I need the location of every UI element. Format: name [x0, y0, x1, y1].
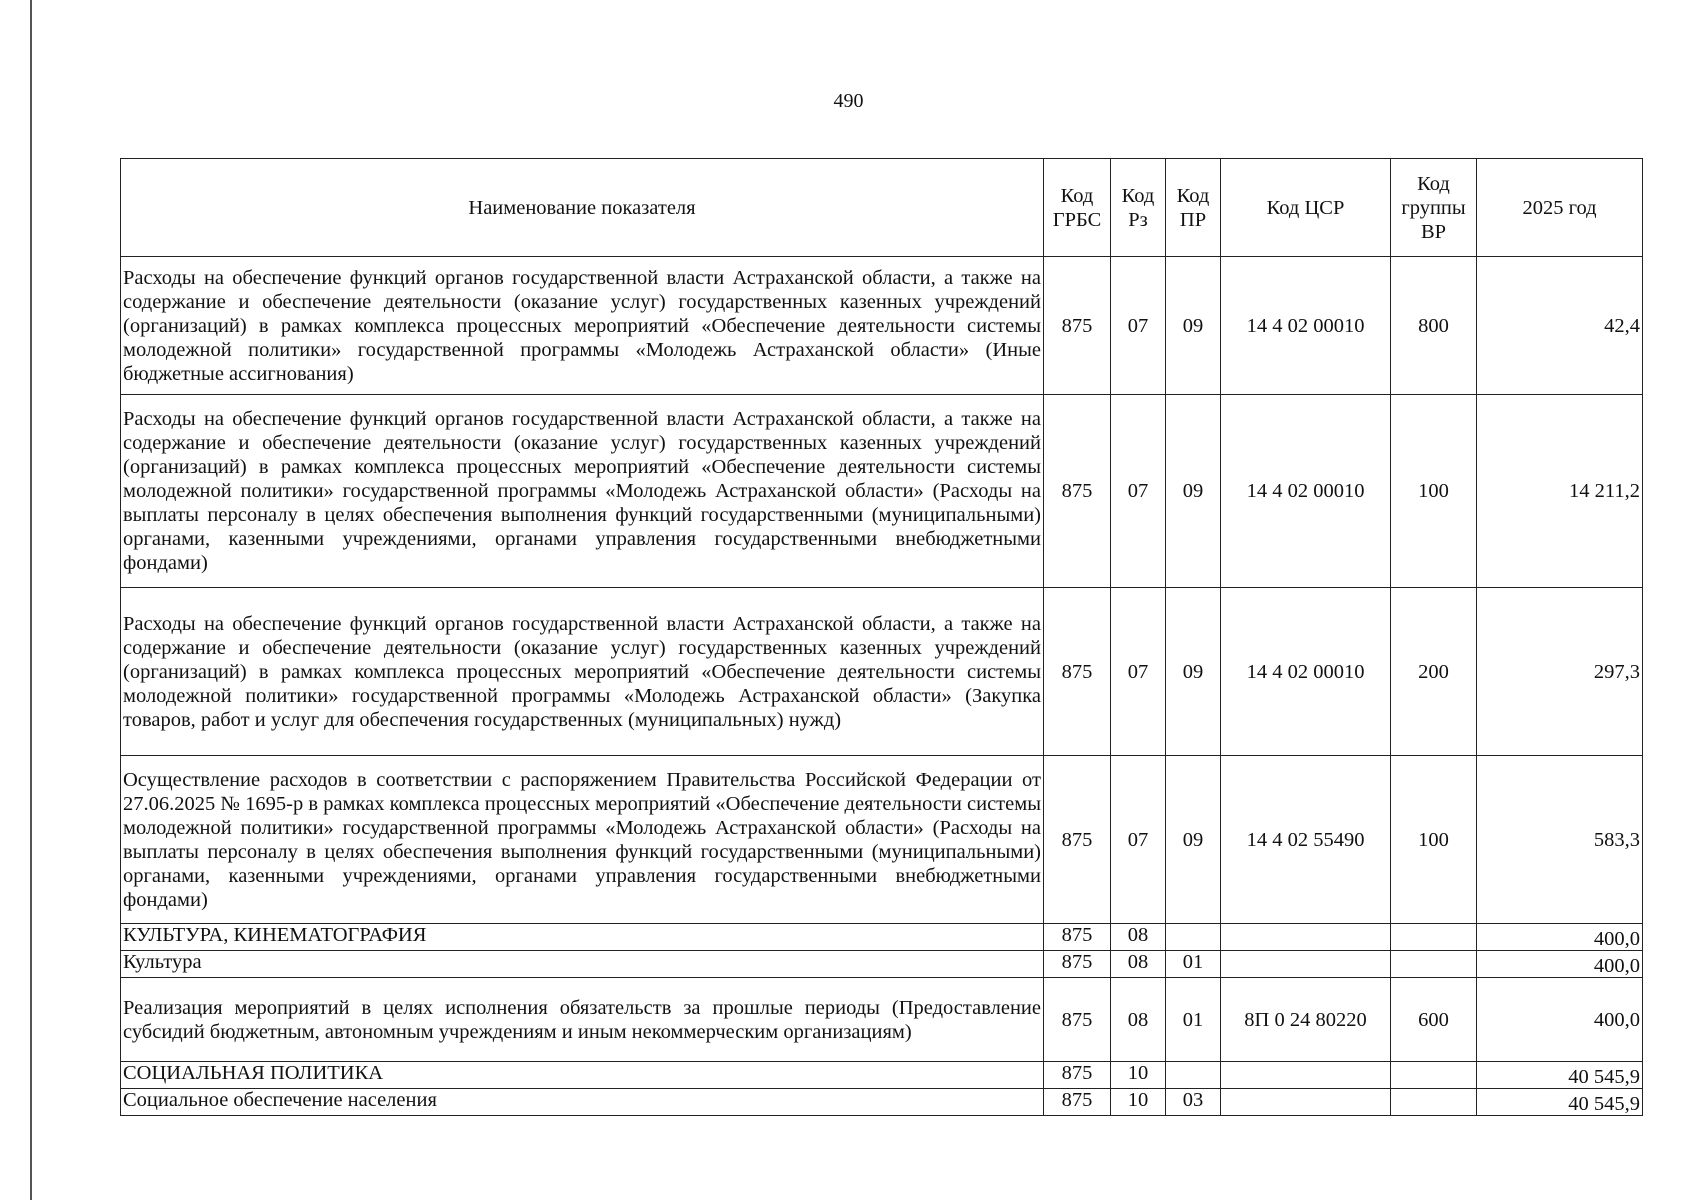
row-rz: 10: [1111, 1062, 1166, 1089]
row-vr: [1391, 1062, 1477, 1089]
row-amount: 40 545,9: [1477, 1062, 1643, 1089]
row-vr: 100: [1391, 756, 1477, 924]
row-pr: 09: [1166, 756, 1221, 924]
row-name: Расходы на обеспечение функций органов государственной власти Астраханской области, а также на содержание и обеспечение деятельности (оказание услуг) государственных казенных учреждений (организаций) в рамках комплекса процессных мероприятий «Обеспечение деятельности системы молодежной политики» государственной программы «Молодежь Астраханской области» (Закупка товаров, работ и услуг для обеспечения государственных (муниципальных) нужд): [121, 588, 1044, 756]
row-csr: 14 4 02 00010: [1221, 257, 1391, 395]
row-rz: 10: [1111, 1089, 1166, 1116]
row-pr: 09: [1166, 588, 1221, 756]
header-pr: Код ПР: [1166, 159, 1221, 257]
row-csr: 8П 0 24 80220: [1221, 978, 1391, 1062]
row-vr: [1391, 951, 1477, 978]
header-csr: Код ЦСР: [1221, 159, 1391, 257]
row-name: Осуществление расходов в соответствии с распоряжением Правительства Российской Федерации от 27.06.2025 № 1695-р в рамках комплекса процессных мероприятий «Обеспечение деятельности системы молодежной политики» государственной программы «Молодежь Астраханской области» (Расходы на выплаты персоналу в целях обеспечения выполнения функций государственными (муниципальными) органами, казенными учреждениями, органами управления государственными внебюджетными фондами): [121, 756, 1044, 924]
budget-table: [120, 158, 1643, 1116]
row-grbs: 875: [1044, 756, 1111, 924]
row-csr: [1221, 1089, 1391, 1116]
row-vr: 800: [1391, 257, 1477, 395]
row-grbs: 875: [1044, 1089, 1111, 1116]
row-name: Социальное обеспечение населения: [121, 1089, 1044, 1116]
row-amount: 42,4: [1477, 257, 1643, 395]
row-grbs: 875: [1044, 395, 1111, 588]
row-rz: 07: [1111, 395, 1166, 588]
row-name: Реализация мероприятий в целях исполнения обязательств за прошлые периоды (Предоставление субсидий бюджетным, автономным учреждениям и иным некоммерческим организациям): [121, 978, 1044, 1062]
row-amount: 400,0: [1477, 951, 1643, 978]
row-amount: 297,3: [1477, 588, 1643, 756]
row-name: СОЦИАЛЬНАЯ ПОЛИТИКА: [121, 1062, 1044, 1089]
row-vr: [1391, 1089, 1477, 1116]
row-amount: 14 211,2: [1477, 395, 1643, 588]
row-pr: [1166, 1062, 1221, 1089]
header-amount: 2025 год: [1477, 159, 1643, 257]
table-row: [121, 978, 1643, 1062]
header-rz: Код Рз: [1111, 159, 1166, 257]
row-rz: 08: [1111, 978, 1166, 1062]
page-number: 490: [833, 90, 864, 112]
row-grbs: 875: [1044, 1062, 1111, 1089]
table-row: [121, 257, 1643, 395]
header-vr: Код группы ВР: [1391, 159, 1477, 257]
binding-edge-line: [30, 0, 32, 1200]
table-row: [121, 1089, 1643, 1116]
row-rz: 07: [1111, 756, 1166, 924]
row-vr: 200: [1391, 588, 1477, 756]
row-pr: 01: [1166, 978, 1221, 1062]
row-name: Культура: [121, 951, 1044, 978]
table-row: [121, 395, 1643, 588]
row-grbs: 875: [1044, 924, 1111, 951]
row-csr: [1221, 1062, 1391, 1089]
table-row: [121, 924, 1643, 951]
row-pr: 09: [1166, 257, 1221, 395]
row-grbs: 875: [1044, 951, 1111, 978]
row-pr: [1166, 924, 1221, 951]
row-csr: [1221, 924, 1391, 951]
row-rz: 08: [1111, 924, 1166, 951]
header-name: Наименование показателя: [121, 159, 1044, 257]
row-amount: 583,3: [1477, 756, 1643, 924]
row-csr: [1221, 951, 1391, 978]
row-name: Расходы на обеспечение функций органов государственной власти Астраханской области, а также на содержание и обеспечение деятельности (оказание услуг) государственных казенных учреждений (организаций) в рамках комплекса процессных мероприятий «Обеспечение деятельности системы молодежной политики» государственной программы «Молодежь Астраханской области» (Иные бюджетные ассигнования): [121, 257, 1044, 395]
row-csr: 14 4 02 00010: [1221, 395, 1391, 588]
row-grbs: 875: [1044, 978, 1111, 1062]
row-csr: 14 4 02 55490: [1221, 756, 1391, 924]
table-header-row: [121, 159, 1643, 257]
row-vr: 600: [1391, 978, 1477, 1062]
row-pr: 01: [1166, 951, 1221, 978]
row-rz: 07: [1111, 588, 1166, 756]
table-row: [121, 588, 1643, 756]
row-rz: 07: [1111, 257, 1166, 395]
row-amount: 40 545,9: [1477, 1089, 1643, 1116]
row-pr: 09: [1166, 395, 1221, 588]
header-grbs: Код ГРБС: [1044, 159, 1111, 257]
row-grbs: 875: [1044, 588, 1111, 756]
table-row: [121, 756, 1643, 924]
row-amount: 400,0: [1477, 924, 1643, 951]
row-amount: 400,0: [1477, 978, 1643, 1062]
row-vr: [1391, 924, 1477, 951]
row-name: Расходы на обеспечение функций органов государственной власти Астраханской области, а также на содержание и обеспечение деятельности (оказание услуг) государственных казенных учреждений (организаций) в рамках комплекса процессных мероприятий «Обеспечение деятельности системы молодежной политики» государственной программы «Молодежь Астраханской области» (Расходы на выплаты персоналу в целях обеспечения выполнения функций государственными (муниципальными) органами, казенными учреждениями, органами управления государственными внебюджетными фондами): [121, 395, 1044, 588]
row-grbs: 875: [1044, 257, 1111, 395]
row-rz: 08: [1111, 951, 1166, 978]
table-row: [121, 951, 1643, 978]
row-name: КУЛЬТУРА, КИНЕМАТОГРАФИЯ: [121, 924, 1044, 951]
table-row: [121, 1062, 1643, 1089]
row-pr: 03: [1166, 1089, 1221, 1116]
row-vr: 100: [1391, 395, 1477, 588]
row-csr: 14 4 02 00010: [1221, 588, 1391, 756]
